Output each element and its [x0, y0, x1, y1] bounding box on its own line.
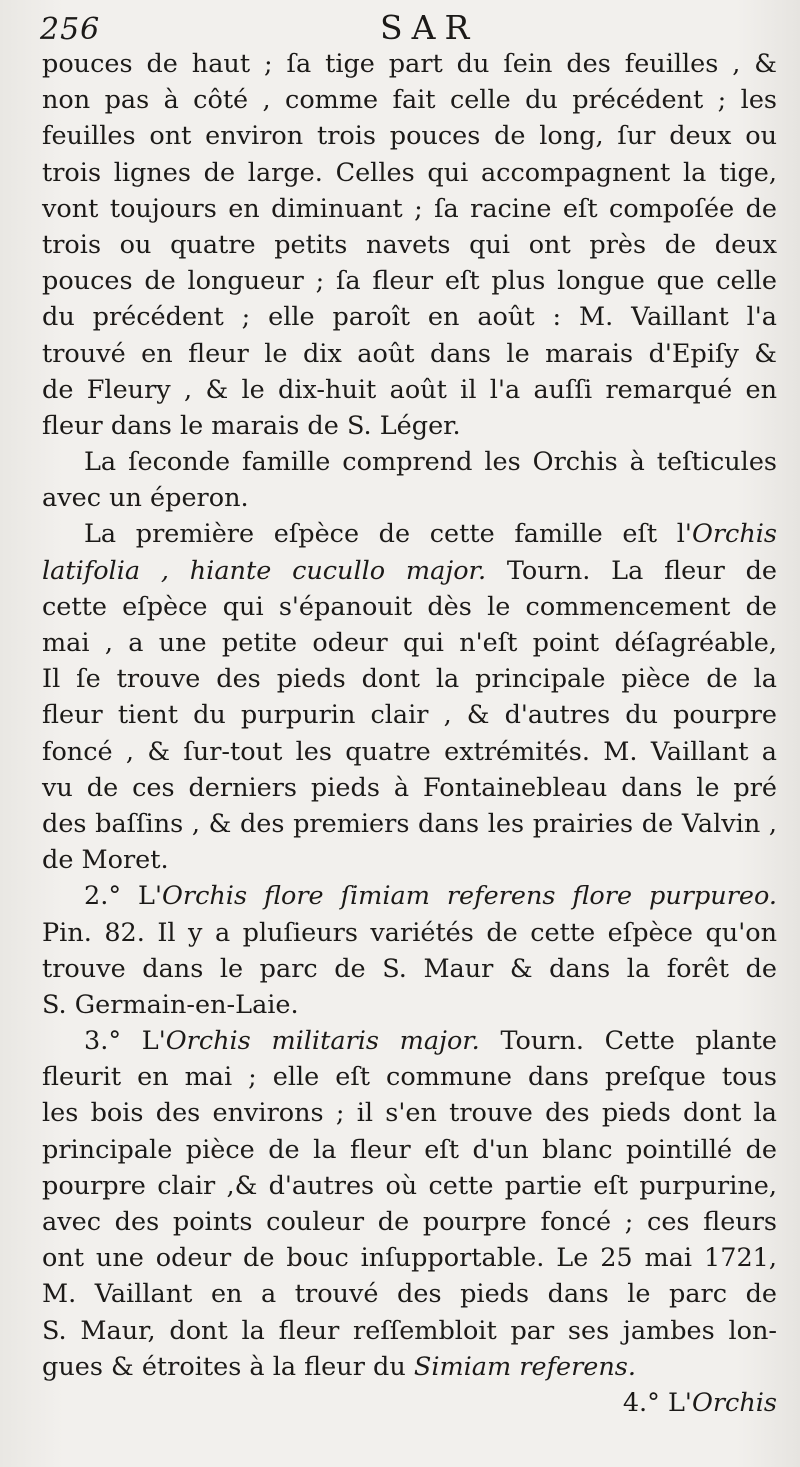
- text-line: [42, 1204, 777, 1240]
- roman-text: fleurit en mai ; elle eſt commune dans preſque tous: [42, 1062, 777, 1093]
- roman-text: trouve dans le parc de S. Maur & dans la forêt de: [42, 953, 777, 984]
- page-body-text: [42, 46, 777, 1421]
- text-line: [42, 372, 777, 408]
- roman-text: 3.° L': [84, 1026, 166, 1057]
- roman-text: Tourn. La fleur de: [486, 555, 777, 586]
- text-line: [42, 842, 777, 878]
- text-line: [42, 661, 777, 697]
- roman-text: Pin. 82. Il y a pluſieurs variétés de cette eſpèce qu'on: [42, 917, 777, 948]
- text-line: [42, 516, 777, 552]
- roman-text: M. Vaillant en a trouvé des pieds dans le parc de: [42, 1279, 777, 1310]
- roman-text: pourpre clair ,& d'autres où cette partie eſt purpurine,: [42, 1170, 777, 1201]
- text-line: [42, 987, 777, 1023]
- roman-text: S. Germain-en-Laie.: [42, 989, 299, 1020]
- italic-text: Simiam referens.: [413, 1351, 636, 1382]
- text-line: [42, 806, 777, 842]
- text-line: [42, 155, 777, 191]
- roman-text: 2.° L': [84, 881, 162, 912]
- text-line: [42, 46, 777, 82]
- text-line: [42, 118, 777, 154]
- text-line: [42, 1132, 777, 1168]
- page-number: 256: [40, 12, 101, 47]
- roman-text: vont toujours en diminuant ; ſa racine eſt compoſée de: [42, 193, 777, 224]
- roman-text: trois lignes de large. Celles qui accompagnent la tige,: [42, 157, 777, 188]
- text-line: [42, 191, 777, 227]
- roman-text: trois ou quatre petits navets qui ont près de deux: [42, 229, 777, 260]
- roman-text: non pas à côté , comme fait celle du précédent ; les: [42, 85, 777, 116]
- roman-text: ont une odeur de bouc inſupportable. Le 25 mai 1721,: [42, 1243, 777, 1274]
- text-line: [42, 1023, 777, 1059]
- roman-text: mai , a une petite odeur qui n'eſt point déſagréable,: [42, 628, 777, 658]
- italic-text: latifolia , hiante cucullo major.: [42, 555, 487, 586]
- text-line: [42, 589, 777, 625]
- roman-text: S. Maur, dont la fleur reſſembloit par ses jambes lon-: [42, 1315, 777, 1346]
- text-line: [42, 1276, 777, 1312]
- italic-text: Orchis militaris major.: [165, 1026, 480, 1057]
- roman-text: du précédent ; elle paroît en août : M. Vaillant l'a: [42, 302, 777, 333]
- roman-text: cette eſpèce qui s'épanouit dès le commencement de: [42, 591, 777, 622]
- text-line: [42, 1059, 777, 1095]
- text-line: [42, 734, 777, 770]
- text-line: [42, 1095, 777, 1131]
- text-line: [42, 878, 777, 914]
- page-header: [40, 8, 780, 48]
- roman-text: avec des points couleur de pourpre foncé ; ces fleurs: [42, 1207, 777, 1237]
- text-line: [42, 1240, 777, 1276]
- text-line: [42, 625, 777, 661]
- text-line: [42, 1385, 777, 1421]
- text-line: [42, 336, 777, 372]
- roman-text: foncé , & ſur-tout les quatre extrémités. M. Vaillant a: [42, 736, 777, 767]
- roman-text: feuilles ont environ trois pouces de long, ſur deux ou: [42, 121, 777, 152]
- text-line: [42, 915, 777, 951]
- roman-text: des baſſins , & des premiers dans les prairies de Valvin ,: [42, 808, 777, 839]
- italic-text: Orchis: [691, 519, 777, 550]
- text-line: [42, 227, 777, 263]
- roman-text: vu de ces derniers pieds à Fontainebleau dans le pré: [42, 772, 777, 803]
- text-line: [42, 553, 777, 589]
- roman-text: de Fleury , & le dix-huit août il l'a auſſi remarqué en: [42, 374, 777, 405]
- roman-text: fleur tient du purpurin clair , & d'autres du pourpre: [42, 700, 777, 731]
- roman-text: de Moret.: [42, 845, 169, 876]
- text-line: [42, 951, 777, 987]
- text-line: [42, 1168, 777, 1204]
- text-line: [42, 1313, 777, 1349]
- roman-text: 4.° L': [622, 1387, 692, 1418]
- text-line: [42, 697, 777, 733]
- text-line: [42, 1349, 777, 1385]
- text-line: [42, 480, 777, 516]
- roman-text: trouvé en fleur le dix août dans le marais d'Epiſy &: [42, 338, 777, 369]
- text-line: [42, 408, 777, 444]
- roman-text: principale pièce de la fleur eſt d'un blanc pointillé de: [42, 1134, 777, 1165]
- text-line: [42, 770, 777, 806]
- roman-text: gues & étroites à la fleur du: [42, 1351, 414, 1382]
- italic-text: Orchis flore ſimiam referens flore purpureo.: [161, 881, 777, 912]
- text-line: [42, 299, 777, 335]
- roman-text: Il ſe trouve des pieds dont la principale pièce de la: [42, 664, 777, 695]
- roman-text: les bois des environs ; il s'en trouve des pieds dont la: [42, 1098, 777, 1129]
- roman-text: La ſeconde famille comprend les Orchis à teſticules: [84, 447, 777, 478]
- roman-text: pouces de haut ; ſa tige part du ſein des feuilles , &: [42, 49, 777, 79]
- roman-text: pouces de longueur ; ſa fleur eſt plus longue que celle: [42, 266, 777, 297]
- text-line: [42, 444, 777, 480]
- italic-text: Orchis: [691, 1387, 777, 1418]
- roman-text: avec un éperon.: [42, 483, 249, 514]
- text-line: [42, 263, 777, 299]
- roman-text: La première eſpèce de cette famille eſt l': [84, 519, 692, 550]
- roman-text: Tourn. Cette plante: [479, 1026, 777, 1057]
- roman-text: fleur dans le marais de S. Léger.: [42, 410, 461, 441]
- text-line: [42, 82, 777, 118]
- running-head: SAR: [380, 8, 479, 47]
